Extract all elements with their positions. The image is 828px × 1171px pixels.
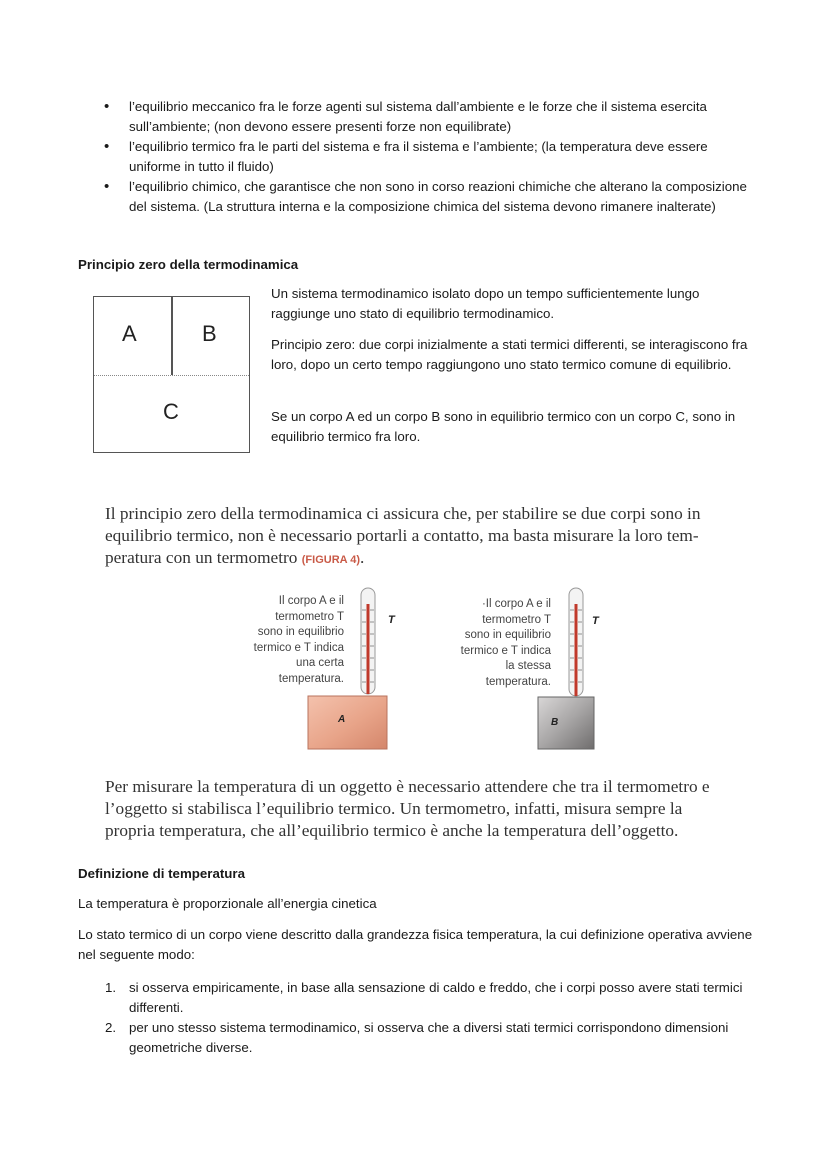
abc-diagram [93,296,250,453]
paragraph-principio-zero: Principio zero: due corpi inizialmente a stati termici differenti, se interagiscono fra loro, dopo un certo tempo raggiungono uno stato termico comune di equilibrio. [271,337,748,372]
thermometer-right [569,588,583,696]
bullet-item: • l’equilibrio termico fra le parti del sistema e fra il sistema e l’ambiente; (la temperatura deve essere uniforme in tutto il fluido) [104,137,754,177]
thermometer-label-right: T [592,615,599,627]
figure-reference: (FIGURA 4) [301,554,361,566]
paragraph-isolated-system: Un sistema termodinamico isolato dopo un tempo sufficientemente lungo raggiunge uno stato di equilibrio termodinamico. [271,286,700,321]
caption-line: ·Il corpo A e il [481,598,551,610]
step-number: 1. [105,980,117,995]
block-b [538,697,594,749]
block-a [308,696,387,749]
book-paragraph-measure: Per misurare la temperatura di un oggetto è necessario attendere che tra il termometro e l’oggetto si stabilisca l’equilibrio termico. Un termometro, infatti, misura sempre la propria temperatura, che all’equilibrio termico è anche la temperatura dell’oggetto. [105,777,710,840]
caption-line: sono in equilibrio [257,626,344,638]
block-a-label: A [338,714,346,725]
equilibrium-bullet-list [104,97,754,217]
diagram-label-a: A [122,321,137,346]
caption-line: termometro T [482,613,551,626]
diagram-divider-vertical [171,297,173,375]
diagram-label-b: B [202,321,217,346]
caption-line: Il corpo A e il [278,595,344,607]
list-item [105,978,755,1018]
diagram-divider-dotted [94,375,249,376]
caption-line: termico e T indica [253,641,344,654]
section-heading-principio-zero: Principio zero della termodinamica [78,257,299,272]
bullet-item: • l’equilibrio meccanico fra le forze agenti sul sistema dall’ambiente e le forze che il sistema esercita sull’ambiente; (non devono essere presenti forze non equilibrate) [104,97,754,137]
paragraph-operative-definition: Lo stato termico di un corpo viene descritto dalla grandezza fisica temperatura, la cui definizione operativa avviene nel seguente modo: [78,927,753,962]
diagram-label-c: C [163,399,179,424]
thermometer-label-left: T [388,614,395,626]
list-item [105,1018,755,1058]
caption-line: una certa [296,657,344,669]
mercury-column-right [575,604,578,696]
definition-steps-list [105,978,755,1058]
step-text: per uno stesso sistema termodinamico, si osserva che a diversi stati termici corrispondono dimensioni geometriche diverse. [129,1020,729,1055]
thermometer-left [361,588,375,694]
bullet-item: • l’equilibrio chimico, che garantisce che non sono in corso reazioni chimiche che alterano la composizione del sistema. (La struttura interna e la composizione chimica del sistema devono rimanere inalterate) [104,177,754,217]
section-heading-definizione: Definizione di temperatura [78,866,245,881]
block-b-label: B [551,717,559,728]
caption-line: sono in equilibrio [464,629,551,641]
caption-line: temperatura. [485,675,551,688]
book-paragraph-text: Il principio zero della termodinamica ci assicura che, per stabilire se due corpi sono in equilibrio termico, non è necessario portarli a contatto, ma basta misurare la loro tem-peratura con un termometro [105,504,701,567]
paragraph-kinetic-energy: La temperatura è proporzionale all’energia cinetica [78,896,377,911]
caption-line: termico e T indica [460,644,551,657]
figure-thermometers [300,584,630,756]
mercury-column-left [367,604,370,694]
book-paragraph-principio [105,503,725,571]
step-text: si osserva empiricamente, in base alla sensazione di caldo e freddo, che i corpi posso avere stati termici differenti. [129,980,743,1015]
step-number: 2. [105,1020,117,1035]
book-paragraph-end: . [360,548,365,567]
caption-line: la stessa [505,660,551,672]
caption-line: termometro T [275,610,344,623]
caption-line: temperatura. [278,672,344,685]
paragraph-transitive: Se un corpo A ed un corpo B sono in equilibrio termico con un corpo C, sono in equilibrio termico fra loro. [271,409,736,444]
